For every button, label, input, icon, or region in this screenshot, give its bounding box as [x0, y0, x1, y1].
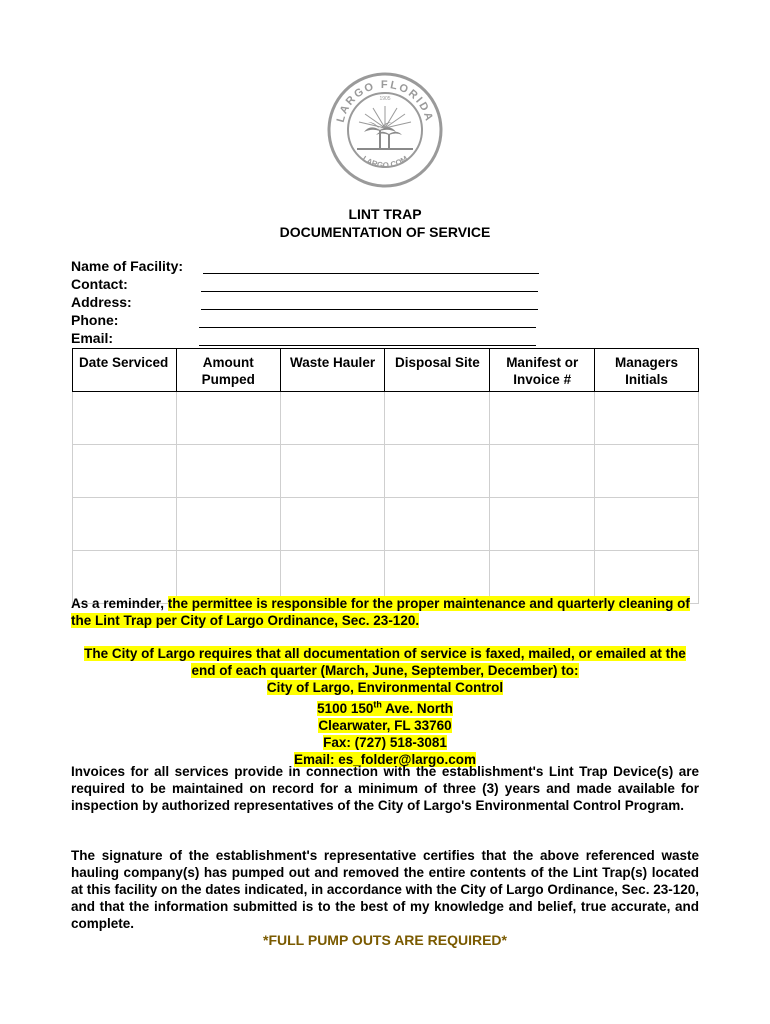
email-field[interactable] [199, 345, 536, 346]
table-cell[interactable] [490, 498, 595, 551]
table-cell[interactable] [280, 498, 385, 551]
reminder-paragraph [71, 595, 699, 629]
requirement-line2: end of each quarter (March, June, September, December) to: [191, 663, 579, 678]
seal-year: 1905 [379, 96, 391, 102]
facility-name-label: Name of Facility: [71, 258, 184, 274]
contact-email: Email: es_folder@largo.com [294, 751, 476, 767]
table-cell[interactable] [595, 445, 699, 498]
contact-field[interactable] [201, 291, 538, 292]
column-header: Amount Pumped [176, 349, 280, 392]
service-log-table [72, 348, 699, 604]
table-cell[interactable] [176, 445, 280, 498]
table-cell[interactable] [385, 498, 490, 551]
table-cell[interactable] [280, 392, 385, 445]
requirement-line1: The City of Largo requires that all documentation of service is faxed, mailed, or emailed at the [84, 646, 686, 661]
table-header-row [73, 349, 699, 392]
table-cell[interactable] [385, 445, 490, 498]
table-cell[interactable] [595, 392, 699, 445]
street-name: Ave. North [381, 700, 453, 716]
facility-name-row [71, 258, 551, 276]
street-suffix: th [373, 699, 382, 709]
table-cell[interactable] [595, 498, 699, 551]
contact-label: Contact: [71, 276, 128, 292]
table-cell[interactable] [490, 445, 595, 498]
street-number: 5100 150 [317, 700, 374, 716]
document-subtitle: DOCUMENTATION OF SERVICE [279, 224, 491, 240]
table-row [73, 445, 699, 498]
signature-paragraph: The signature of the establishment's representative certifies that the above referenced waste hauling company(s) has pumped out and removed the entire contents of the Lint Trap(s) located at this facility on the dates indicated, in accordance with the City of Largo Ordinance, Sec. 23-120, and that the information submitted is to the best of my knowledge and belief, true accurate, and complete. [71, 848, 699, 931]
table-cell[interactable] [490, 392, 595, 445]
column-header: Waste Hauler [280, 349, 385, 392]
address-row [71, 294, 551, 312]
email-label: Email: [71, 330, 114, 346]
column-header: Date Serviced [73, 349, 177, 392]
column-header: Managers Initials [595, 349, 699, 392]
city-state-zip: Clearwater, FL 33760 [318, 717, 452, 733]
invoices-paragraph: Invoices for all services provide in connection with the establishment's Lint Trap Device(s) are required to be maintained on record for a minimum of three (3) years and made available for inspection by authorized representatives of the City of Largo's Environmental Control Program. [71, 764, 699, 813]
street-address [317, 701, 453, 716]
phone-label: Phone: [71, 312, 119, 328]
table-cell[interactable] [280, 445, 385, 498]
contact-row [71, 276, 551, 294]
full-pump-notice: *FULL PUMP OUTS ARE REQUIRED* [263, 932, 507, 948]
address-label: Address: [71, 294, 132, 310]
organization-name: City of Largo, Environmental Control [266, 680, 504, 695]
address-field[interactable] [201, 309, 538, 310]
column-header: Manifest or Invoice # [490, 349, 595, 392]
document-title: LINT TRAP [348, 206, 422, 222]
phone-field[interactable] [199, 327, 536, 328]
reminder-prefix: As a reminder, [71, 596, 168, 611]
table-cell[interactable] [73, 392, 177, 445]
table-cell[interactable] [73, 498, 177, 551]
seal-top-text: LARGO FLORIDA [334, 78, 436, 124]
email-row [71, 330, 551, 348]
table-row [73, 498, 699, 551]
facility-name-field[interactable] [203, 273, 539, 274]
city-seal-logo [327, 72, 443, 188]
table-cell[interactable] [176, 498, 280, 551]
facility-info-fields [71, 258, 551, 348]
table-row [73, 392, 699, 445]
svg-text:LARGO.COM [361, 154, 410, 170]
column-header: Disposal Site [385, 349, 490, 392]
table-cell[interactable] [385, 392, 490, 445]
requirement-block [71, 645, 699, 768]
table-cell[interactable] [73, 445, 177, 498]
reminder-highlight: the permittee is responsible for the proper maintenance and quarterly cleaning of the Lint Trap per City of Largo Ordinance, Sec. 23-120. [71, 596, 690, 628]
seal-bottom-text: LARGO.COM [360, 154, 410, 170]
table-cell[interactable] [176, 392, 280, 445]
phone-row [71, 312, 551, 330]
fax-number: Fax: (727) 518-3081 [323, 734, 447, 750]
